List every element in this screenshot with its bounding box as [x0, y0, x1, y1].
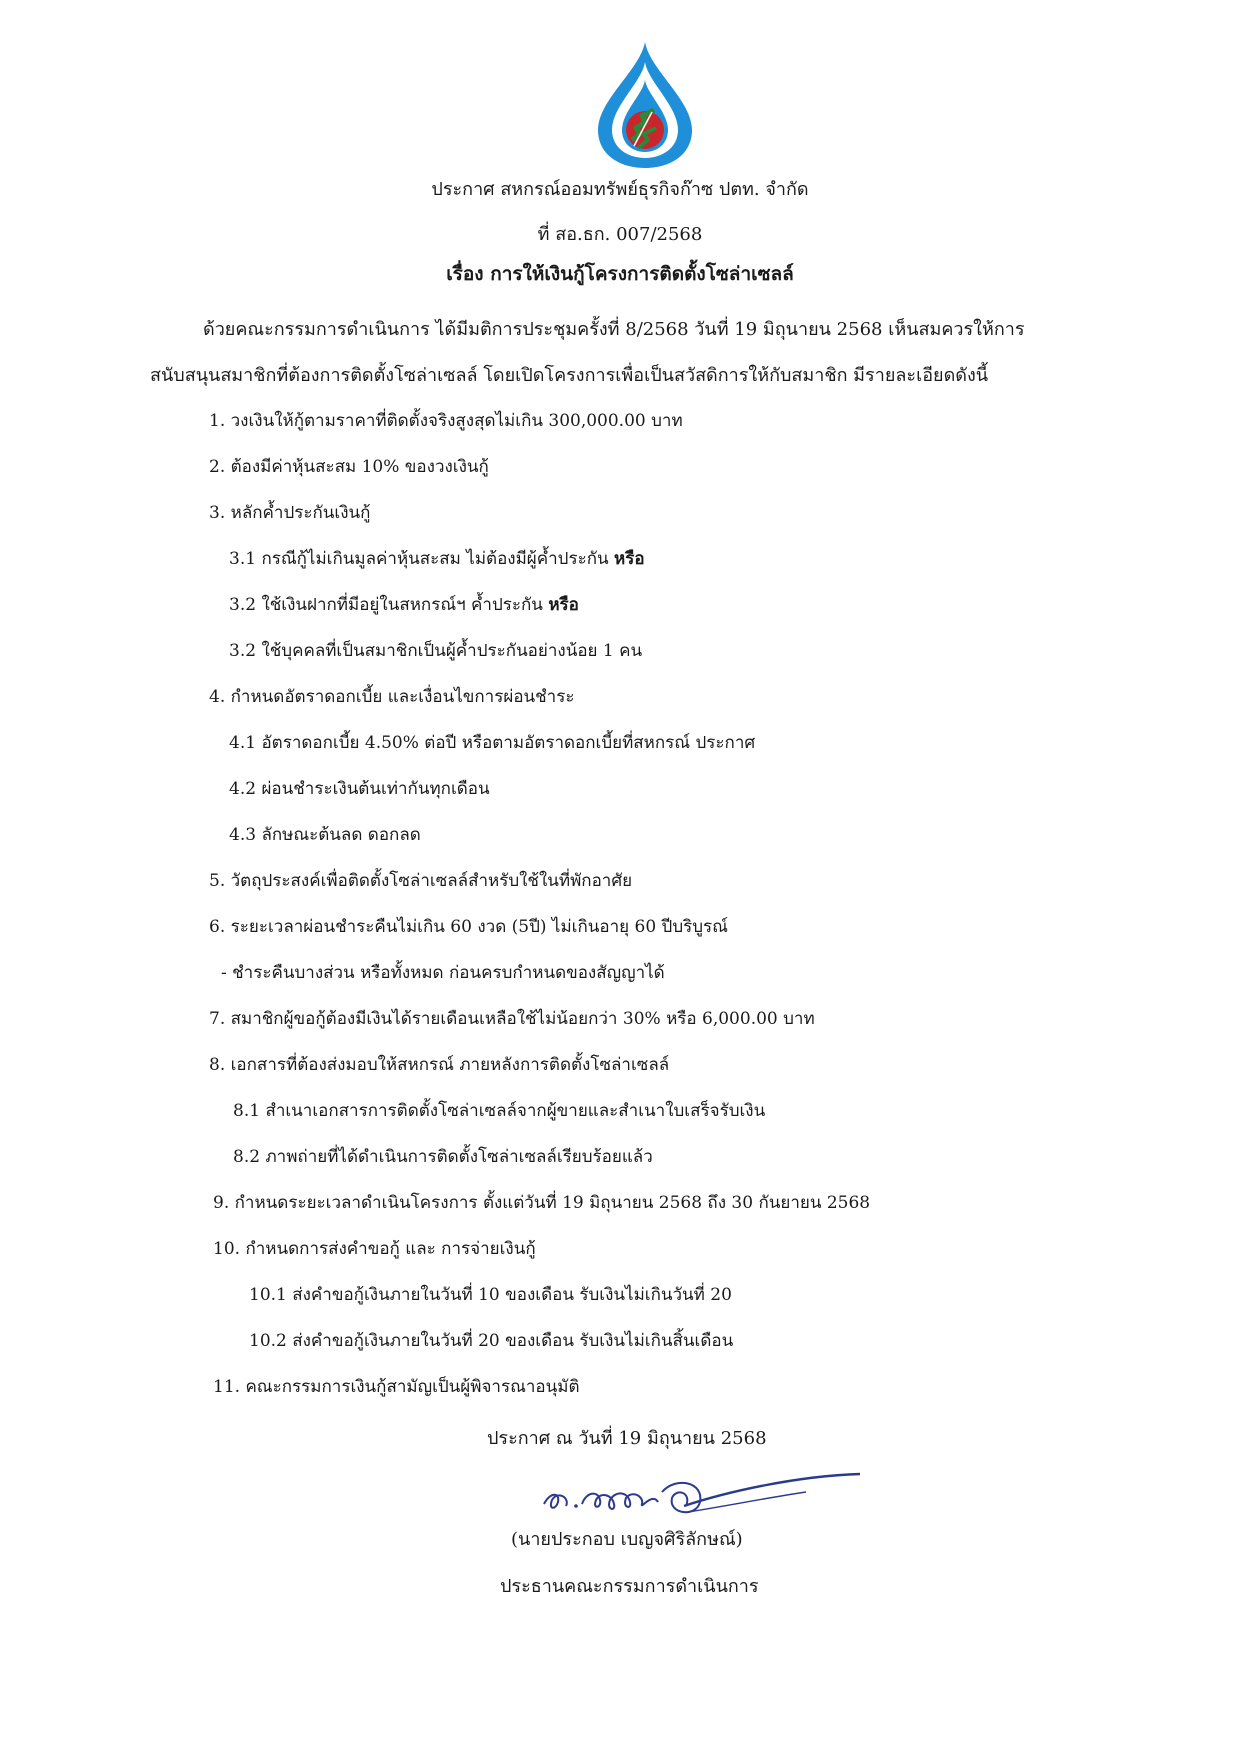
item-8: 8. เอกสารที่ต้องส่งมอบให้สหกรณ์ ภายหลังการติดตั้งโซล่าเซลล์ [209, 1055, 670, 1075]
item-3: 3. หลักค้ำประกันเงินกู้ [209, 503, 371, 523]
item-6-note: - ชำระคืนบางส่วน หรือทั้งหมด ก่อนครบกำหนดของสัญญาได้ [221, 963, 665, 983]
signer-title: ประธานคณะกรรมการดำเนินการ [500, 1576, 759, 1597]
item-3-2-text: 3.2 ใช้เงินฝากที่มีอยู่ในสหกรณ์ฯ ค้ำประกัน [229, 595, 543, 615]
announcement-title: ประกาศ สหกรณ์ออมทรัพย์ธุรกิจก๊าซ ปตท. จำกัด [431, 179, 809, 200]
item-5: 5. วัตถุประสงค์เพื่อติดตั้งโซล่าเซลล์สำหรับใช้ในที่พักอาศัย [209, 871, 633, 891]
item-10-1: 10.1 ส่งคำขอกู้เงินภายในวันที่ 10 ของเดือน รับเงินไม่เกินวันที่ 20 [249, 1285, 732, 1305]
item-1: 1. วงเงินให้กู้ตามราคาที่ติดตั้งจริงสูงสุดไม่เกิน 300,000.00 บาท [209, 411, 683, 431]
item-8-1: 8.1 สำเนาเอกสารการติดตั้งโซล่าเซลล์จากผู้ขายและสำเนาใบเสร็จรับเงิน [233, 1101, 766, 1121]
or-word: หรือ [614, 549, 645, 569]
item-2: 2. ต้องมีค่าหุ้นสะสม 10% ของวงเงินกู้ [209, 457, 489, 477]
item-3-1-text: 3.1 กรณีกู้ไม่เกินมูลค่าหุ้นสะสม ไม่ต้องมีผู้ค้ำประกัน [229, 549, 609, 569]
item-11: 11. คณะกรรมการเงินกู้สามัญเป็นผู้พิจารณาอนุมัติ [213, 1377, 580, 1397]
signer-name: (นายประกอบ เบญจศิริลักษณ์) [511, 1529, 743, 1550]
document-number: ที่ สอ.ธก. 007/2568 [537, 224, 703, 245]
item-3-2 [229, 593, 579, 617]
item-6: 6. ระยะเวลาผ่อนชำระคืนไม่เกิน 60 งวด (5ปี) ไม่เกินอายุ 60 ปีบริบูรณ์ [209, 917, 728, 937]
item-10: 10. กำหนดการส่งคำขอกู้ และ การจ่ายเงินกู้ [213, 1239, 536, 1259]
item-10-2: 10.2 ส่งคำขอกู้เงินภายในวันที่ 20 ของเดือน รับเงินไม่เกินสิ้นเดือน [249, 1331, 734, 1351]
item-3-1 [229, 547, 645, 571]
intro-line-2: สนับสนุนสมาชิกที่ต้องการติดตั้งโซล่าเซลล์ โดยเปิดโครงการเพื่อเป็นสวัสดิการให้กับสมาชิก มีรายละเอียดดังนี้ [150, 365, 989, 386]
cooperative-logo [590, 40, 700, 170]
item-8-2: 8.2 ภาพถ่ายที่ได้ดำเนินการติดตั้งโซล่าเซลล์เรียบร้อยแล้ว [233, 1147, 653, 1167]
item-4-1: 4.1 อัตราดอกเบี้ย 4.50% ต่อปี หรือตามอัตราดอกเบี้ยที่สหกรณ์ ประกาศ [229, 733, 756, 753]
item-4-2: 4.2 ผ่อนชำระเงินต้นเท่ากันทุกเดือน [229, 779, 490, 799]
intro-line-1: ด้วยคณะกรรมการดำเนินการ ได้มีมติการประชุมครั้งที่ 8/2568 วันที่ 19 มิถุนายน 2568 เห็นสมควรให้การ [203, 319, 1025, 340]
handwritten-signature [536, 1462, 866, 1524]
item-7: 7. สมาชิกผู้ขอกู้ต้องมีเงินได้รายเดือนเหลือใช้ไม่น้อยกว่า 30% หรือ 6,000.00 บาท [209, 1009, 815, 1029]
item-4-3: 4.3 ลักษณะต้นลด ดอกลด [229, 825, 421, 845]
announcement-date: ประกาศ ณ วันที่ 19 มิถุนายน 2568 [487, 1428, 767, 1449]
or-word: หรือ [548, 595, 579, 615]
subject-line: เรื่อง การให้เงินกู้โครงการติดตั้งโซล่าเซลล์ [446, 263, 794, 285]
item-9: 9. กำหนดระยะเวลาดำเนินโครงการ ตั้งแต่วันที่ 19 มิถุนายน 2568 ถึง 30 กันยายน 2568 [213, 1193, 871, 1213]
item-4: 4. กำหนดอัตราดอกเบี้ย และเงื่อนไขการผ่อนชำระ [209, 687, 575, 707]
item-3-3: 3.2 ใช้บุคคลที่เป็นสมาชิกเป็นผู้ค้ำประกันอย่างน้อย 1 คน [229, 641, 643, 661]
